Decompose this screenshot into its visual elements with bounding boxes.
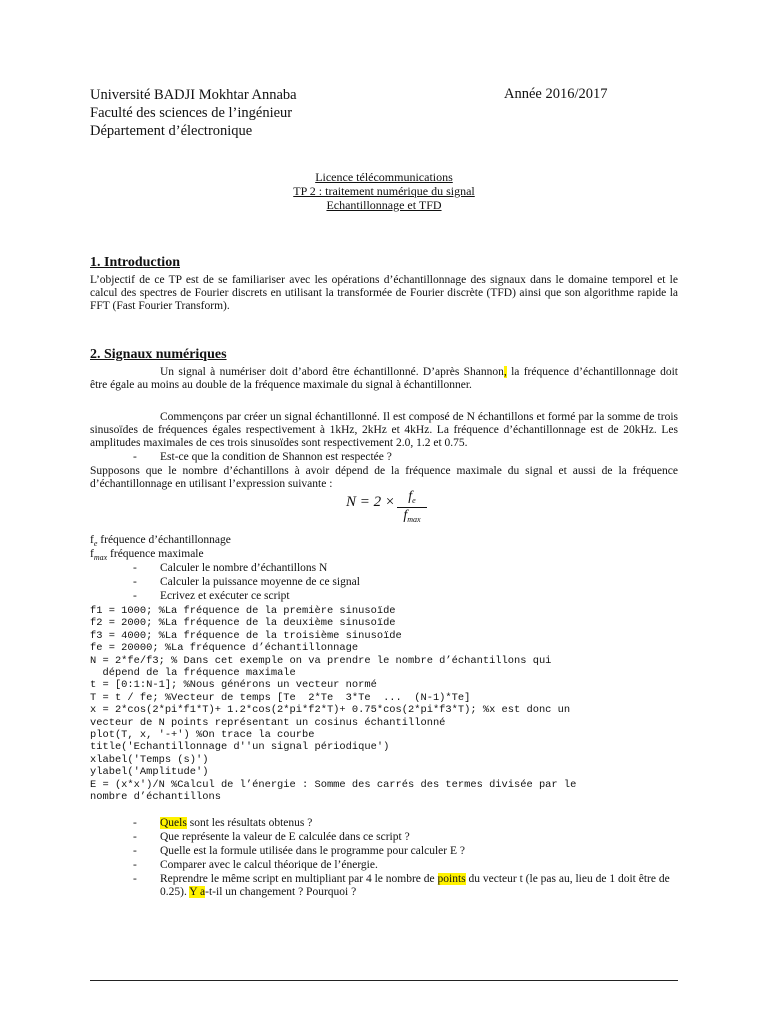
faculty-name: Faculté des sciences de l’ingénieur: [90, 105, 293, 121]
course-subject: Echantillonnage et TFD: [326, 198, 442, 212]
signal-description-paragraph: Commençons par créer un signal échantillonné. Il est composé de N échantillons et formé par la somme de trois sinusoïdes de fréquences égales respectivement à 1kHz, 2kHz et 4kHz. La fréquence d’échantillonnage est de 20kHz. Les amplitudes maximales de ces trois sinusoïdes sont respectivement 2.0, 1.2 et 0.75.: [90, 411, 678, 449]
section-signals-title: 2. Signaux numériques: [90, 347, 227, 362]
department-name: Département d’électronique: [90, 123, 253, 139]
footer-rule: [90, 980, 678, 981]
definition-fmax: $f_{max}$ fréquence maximale: [90, 548, 204, 562]
document-page: Université BADJI Mokhtar Annaba Faculté des sciences de l’ingénieur Département d’électronique Année 2016/2017 Licence télécommunications TP 2 : traitement numérique du signal Echantillonnage et TFD 1. Introduction L’objectif de ce TP est de se familiariser avec les opérations d’échantillonnage des signaux dans le domaine temporel et le calcul des spectres de Fourier discrets en utilisant la transformée de Fourier discrète (TFD) ainsi que son algorithme rapide la FFT (Fast Fourier Transform). 2. Signaux numériques Un signal à numériser doit d’abord être échantillonné. D’après Shannon, la fréquence d’échantillonnage doit être égale au moins au double de la fréquence maximale du signal à échantillonner. Commençons par créer un signal échantillonné. Il est composé de N échantillons et formé par la somme de trois sinusoïdes de fréquences égales respectivement à 1kHz, 2kHz et 4kHz. La fréquence d’échantillonnage est de 20kHz. Les amplitudes maximales de ces trois sinusoïdes sont respectivement 2.0, 1.2 et 0.75. - Est-ce que la condition de Shannon est respectée ? Supposons que le nombre d’échantillons à avoir dépend de la fréquence maximale du signal et aussi de la fréquence d’échantillonnage en utilisant l’expression suivante : N = 2 × $f_e$ $f_{max}$ $f_e$ fréquence d’échantillonnage $f_{max}$ fréquence maximale - Calculer le nombre d’échantillons N - Calculer la puissance moyenne de ce signal - Ecrivez et exécuter ce script f1 = 1000; %La fréquence de la première sinusoïde f2 = 2000; %La fréquence de la deuxième sinusoïde f3 = 4000; %La fréquence de la troisième sinusoïde fe = 20000; %La fréquence d’échantillonnage N = 2*fe/f3; % Dans cet exemple on va prendre le nombre d’échantillons qui dépend de la fréquence maximale t = [0:1:N-1]; %Nous générons un vecteur normé T = t / fe; %Vecteur de temps [Te 2*Te 3*Te ... (N-1)*Te] x = 2*cos(2*pi*f1*T)+ 1.2*cos(2*pi*f2*T)+ 0.75*cos(2*pi*f3*T); %x est donc un vecteur de N points représentant un cosinus échantillonné plot(T, x, '-+') %On trace la courbe title('Echantillonnage d''un signal périodique') xlabel('Temps (s)') ylabel('Amplitude') E = (x*x')/N %Calcul de l’énergie : Somme des carrés des termes divisée par le nombre d’échantillons - Quels sont les résultats obtenus ? - Que représente la valeur de E calculée dans ce script ? - Quelle est la formule utilisée dans le programme pour calculer E ? - Comparer avec le calcul théorique de l’énergie. - Reprendre le même script en multipliant par 4 le nombre de points du vecteur t (le pas au, lieu de 1 doit être de 0.25). Y a-t-il un changement ? Pourquoi ?: [0, 0, 768, 1024]
course-tp: TP 2 : traitement numérique du signal: [293, 184, 475, 198]
section-introduction-title: 1. Introduction: [90, 255, 180, 270]
sample-count-paragraph: Supposons que le nombre d’échantillons à avoir dépend de la fréquence maximale du signal et aussi de la fréquence d’échantillonnage en utilisant l’expression suivante :: [90, 465, 678, 490]
course-licence: Licence télécommunications: [315, 170, 453, 184]
intro-paragraph: L’objectif de ce TP est de se familiariser avec les opérations d’échantillonnage des signaux dans le domaine temporel et le calcul des spectres de Fourier discrets en utilisant la transformée de Fourier discrète (TFD) ainsi que son algorithme rapide la FFT (Fast Fourier Transform).: [90, 274, 678, 312]
formula-lhs: N = 2 ×: [346, 494, 395, 510]
formula-fraction: $f_e$ $f_{max}$: [394, 489, 430, 526]
definition-fe: $f_e$ fréquence d’échantillonnage: [90, 534, 231, 548]
university-name: Université BADJI Mokhtar Annaba: [90, 87, 297, 103]
shannon-paragraph: Un signal à numériser doit d’abord être échantillonné. D’après Shannon, la fréquence d’échantillonnage doit être égale au moins au double de la fréquence maximale du signal à échantillonner.: [90, 366, 678, 391]
academic-year: Année 2016/2017: [504, 86, 608, 102]
matlab-script: f1 = 1000; %La fréquence de la première sinusoïde f2 = 2000; %La fréquence de la deuxième sinusoïde f3 = 4000; %La fréquence de la troisième sinusoïde fe = 20000; %La fréquence d’échantillonnage N = 2*fe/f3; % Dans cet exemple on va prendre le nombre d’échantillons qui dépend de la fréquence maximale t = [0:1:N-1]; %Nous générons un vecteur normé T = t / fe; %Vecteur de temps [Te 2*Te 3*Te ... (N-1)*Te] x = 2*cos(2*pi*f1*T)+ 1.2*cos(2*pi*f2*T)+ 0.75*cos(2*pi*f3*T); %x est donc un vecteur de N points représentant un cosinus échantillonné plot(T, x, '-+') %On trace la courbe title('Echantillonnage d''un signal périodique') xlabel('Temps (s)') ylabel('Amplitude') E = (x*x')/N %Calcul de l’énergie : Somme des carrés des termes divisée par le nombre d’échantillons: [90, 605, 577, 804]
